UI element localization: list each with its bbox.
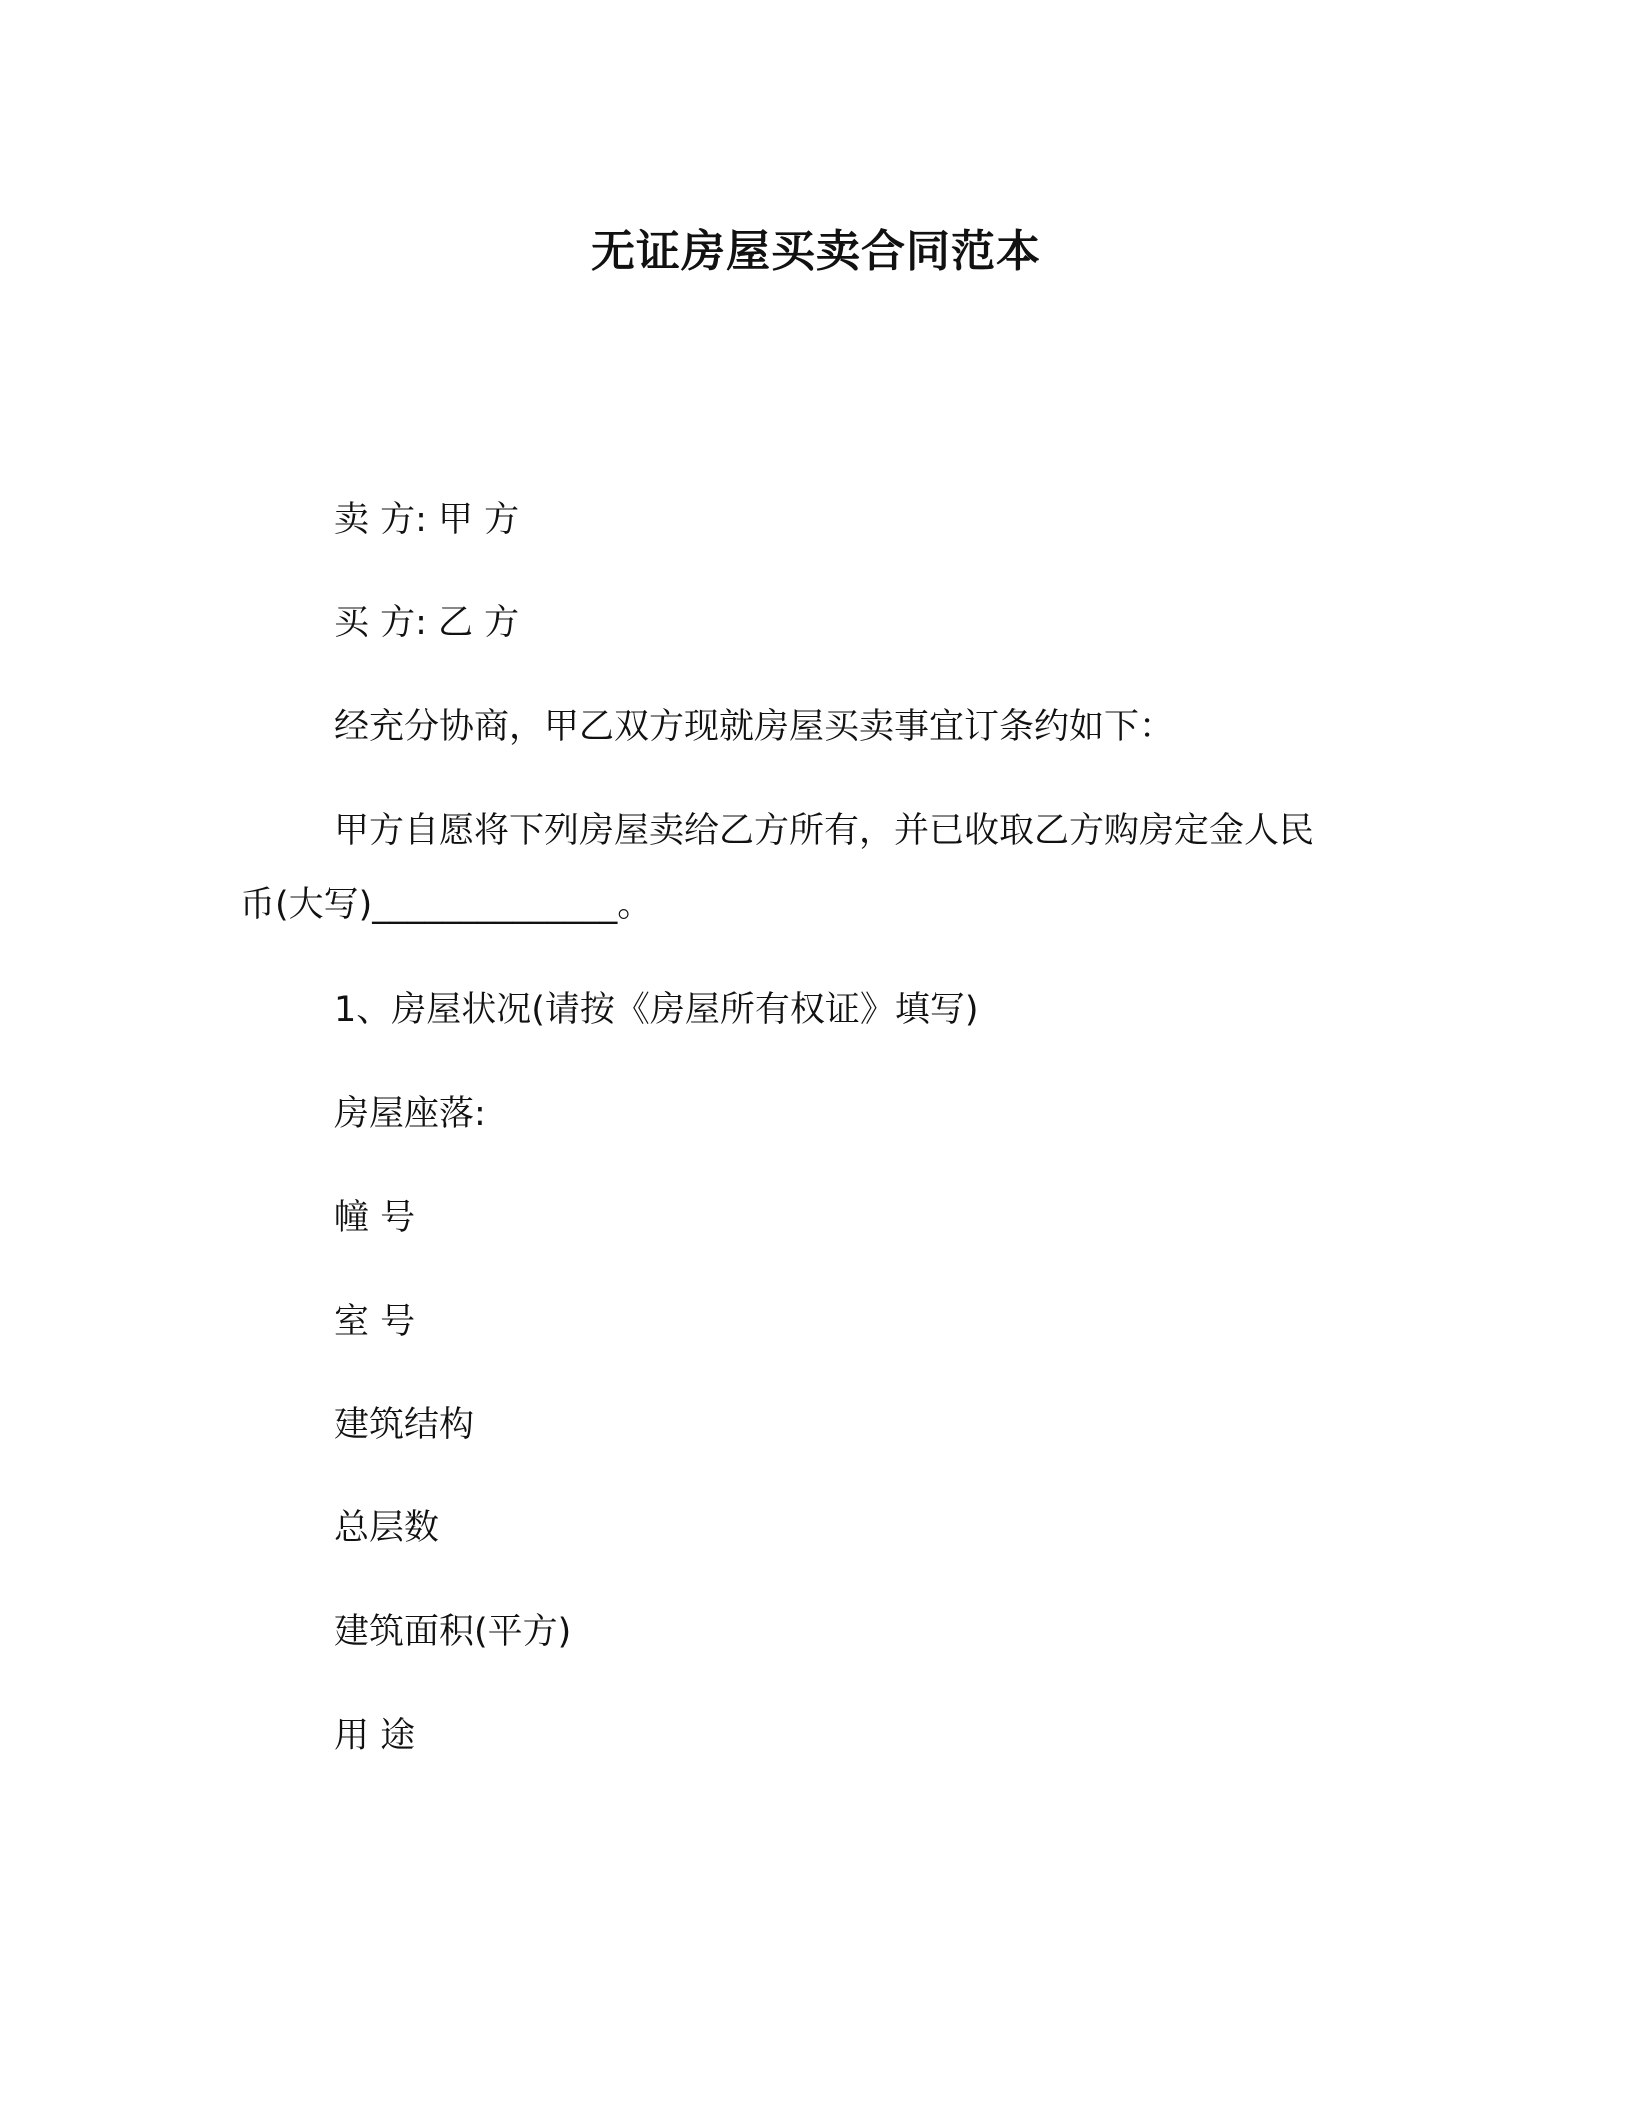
field-floor-area: 建筑面积(平方) (334, 1612, 572, 1652)
deposit-paragraph-line1: 甲方自愿将下列房屋卖给乙方所有，并已收取乙方购房定金人民 (334, 811, 1315, 851)
field-usage: 用 途 (334, 1716, 416, 1756)
intro-paragraph: 经充分协商，甲乙双方现就房屋买卖事宜订条约如下： (334, 707, 1175, 747)
field-room-number: 室 号 (334, 1302, 416, 1342)
field-total-floors: 总层数 (334, 1508, 440, 1548)
field-location: 房屋座落: (334, 1094, 486, 1134)
deposit-paragraph-line2: 币(大写)______________。 (240, 885, 653, 925)
buyer-line: 买 方: 乙 方 (334, 603, 520, 643)
seller-line: 卖 方: 甲 方 (334, 500, 520, 540)
field-building-number: 幢 号 (334, 1198, 416, 1238)
section1-heading: 1、房屋状况(请按《房屋所有权证》填写) (334, 990, 979, 1030)
document-title: 无证房屋买卖合同范本 (591, 226, 1041, 277)
field-structure: 建筑结构 (334, 1405, 475, 1445)
